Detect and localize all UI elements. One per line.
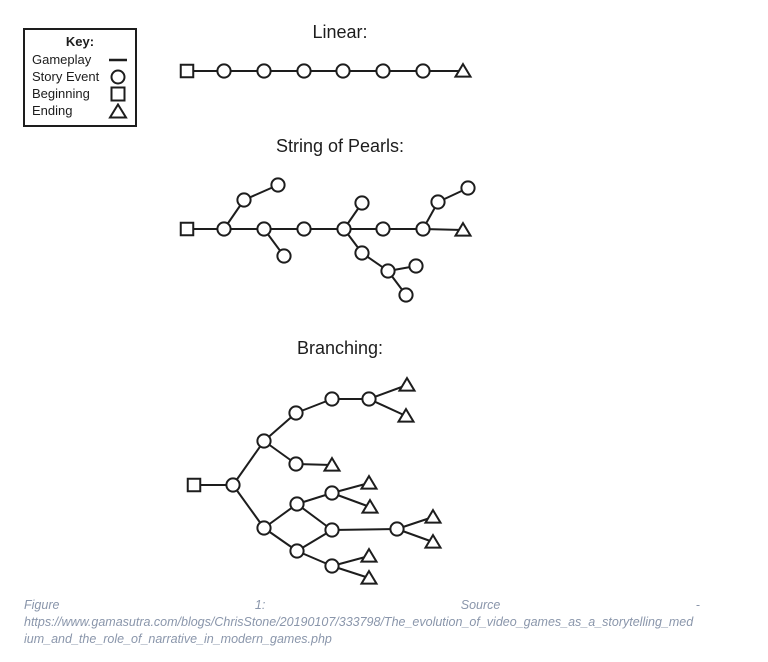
- story-event-node: [290, 497, 303, 510]
- gameplay-edge: [233, 485, 264, 528]
- caption-word-dash: -: [695, 598, 700, 612]
- string-of-pearls-diagram-title: String of Pearls:: [275, 136, 405, 156]
- story-event-node: [325, 523, 338, 536]
- branching-diagram-title: Branching:: [296, 338, 384, 358]
- key-label-story-event: Story Event: [32, 69, 100, 84]
- story-event-node: [277, 249, 290, 262]
- ending-node: [362, 476, 377, 489]
- story-event-node: [431, 195, 444, 208]
- ending-node: [362, 571, 377, 584]
- story-event-node: [337, 222, 350, 235]
- linear-diagram: [181, 64, 471, 78]
- story-event-node: [271, 178, 284, 191]
- key-label-beginning: Beginning: [32, 86, 90, 101]
- caption-word-number: 1:: [254, 598, 266, 612]
- story-event-node: [237, 193, 250, 206]
- ending-node: [426, 510, 441, 522]
- story-event-node: [257, 521, 270, 534]
- story-event-node: [290, 544, 303, 557]
- linear-diagram-title: Linear:: [312, 22, 368, 42]
- story-event-node: [257, 64, 270, 77]
- beginning-node: [188, 479, 201, 492]
- story-event-node: [355, 246, 368, 259]
- ending-node: [400, 378, 415, 391]
- ending-node: [362, 549, 377, 562]
- story-event-node: [297, 222, 310, 235]
- ending-node: [399, 409, 414, 422]
- key-title: Key:: [65, 34, 95, 49]
- story-event-node: [390, 522, 403, 535]
- story-event-node: [416, 222, 429, 235]
- story-event-node: [355, 196, 368, 209]
- beginning-node: [181, 65, 194, 78]
- story-event-node: [376, 222, 389, 235]
- story-event-node: [325, 559, 338, 572]
- caption-url-line-2: ium_and_the_role_of_narrative_in_modern_games.php: [24, 632, 332, 646]
- story-event-node: [416, 64, 429, 77]
- caption-word-source: Source: [460, 598, 501, 612]
- string-of-pearls-diagram: [181, 178, 475, 301]
- gameplay-edge: [332, 529, 397, 530]
- key-label-gameplay: Gameplay: [32, 52, 92, 67]
- figure-caption: [24, 597, 700, 648]
- branching-diagram: [188, 378, 441, 583]
- story-event-node: [399, 288, 412, 301]
- gameplay-edge: [233, 441, 264, 485]
- story-event-node: [289, 406, 302, 419]
- story-event-node: [325, 392, 338, 405]
- key-label-ending: Ending: [32, 103, 73, 118]
- story-event-node: [362, 392, 375, 405]
- story-event-node: [226, 478, 239, 491]
- caption-word-figure: Figure: [24, 598, 60, 612]
- caption-url-line-1: https://www.gamasutra.com/blogs/ChrisStone/20190107/333798/The_evolution_of_video_games_as_a_storytelling_med: [24, 615, 694, 629]
- story-event-node: [257, 434, 270, 447]
- story-event-node: [297, 64, 310, 77]
- caption-line-1: [24, 597, 700, 614]
- story-event-node: [409, 259, 422, 272]
- story-event-node: [257, 222, 270, 235]
- story-event-node: [461, 181, 474, 194]
- beginning-node: [181, 223, 194, 236]
- story-event-node: [336, 64, 349, 77]
- ending-node: [363, 500, 378, 512]
- story-event-node: [381, 264, 394, 277]
- story-event-node: [217, 222, 230, 235]
- story-event-node: [376, 64, 389, 77]
- story-event-node: [325, 486, 338, 499]
- story-event-node: [217, 64, 230, 77]
- story-event-node: [289, 457, 302, 470]
- ending-node: [426, 535, 441, 548]
